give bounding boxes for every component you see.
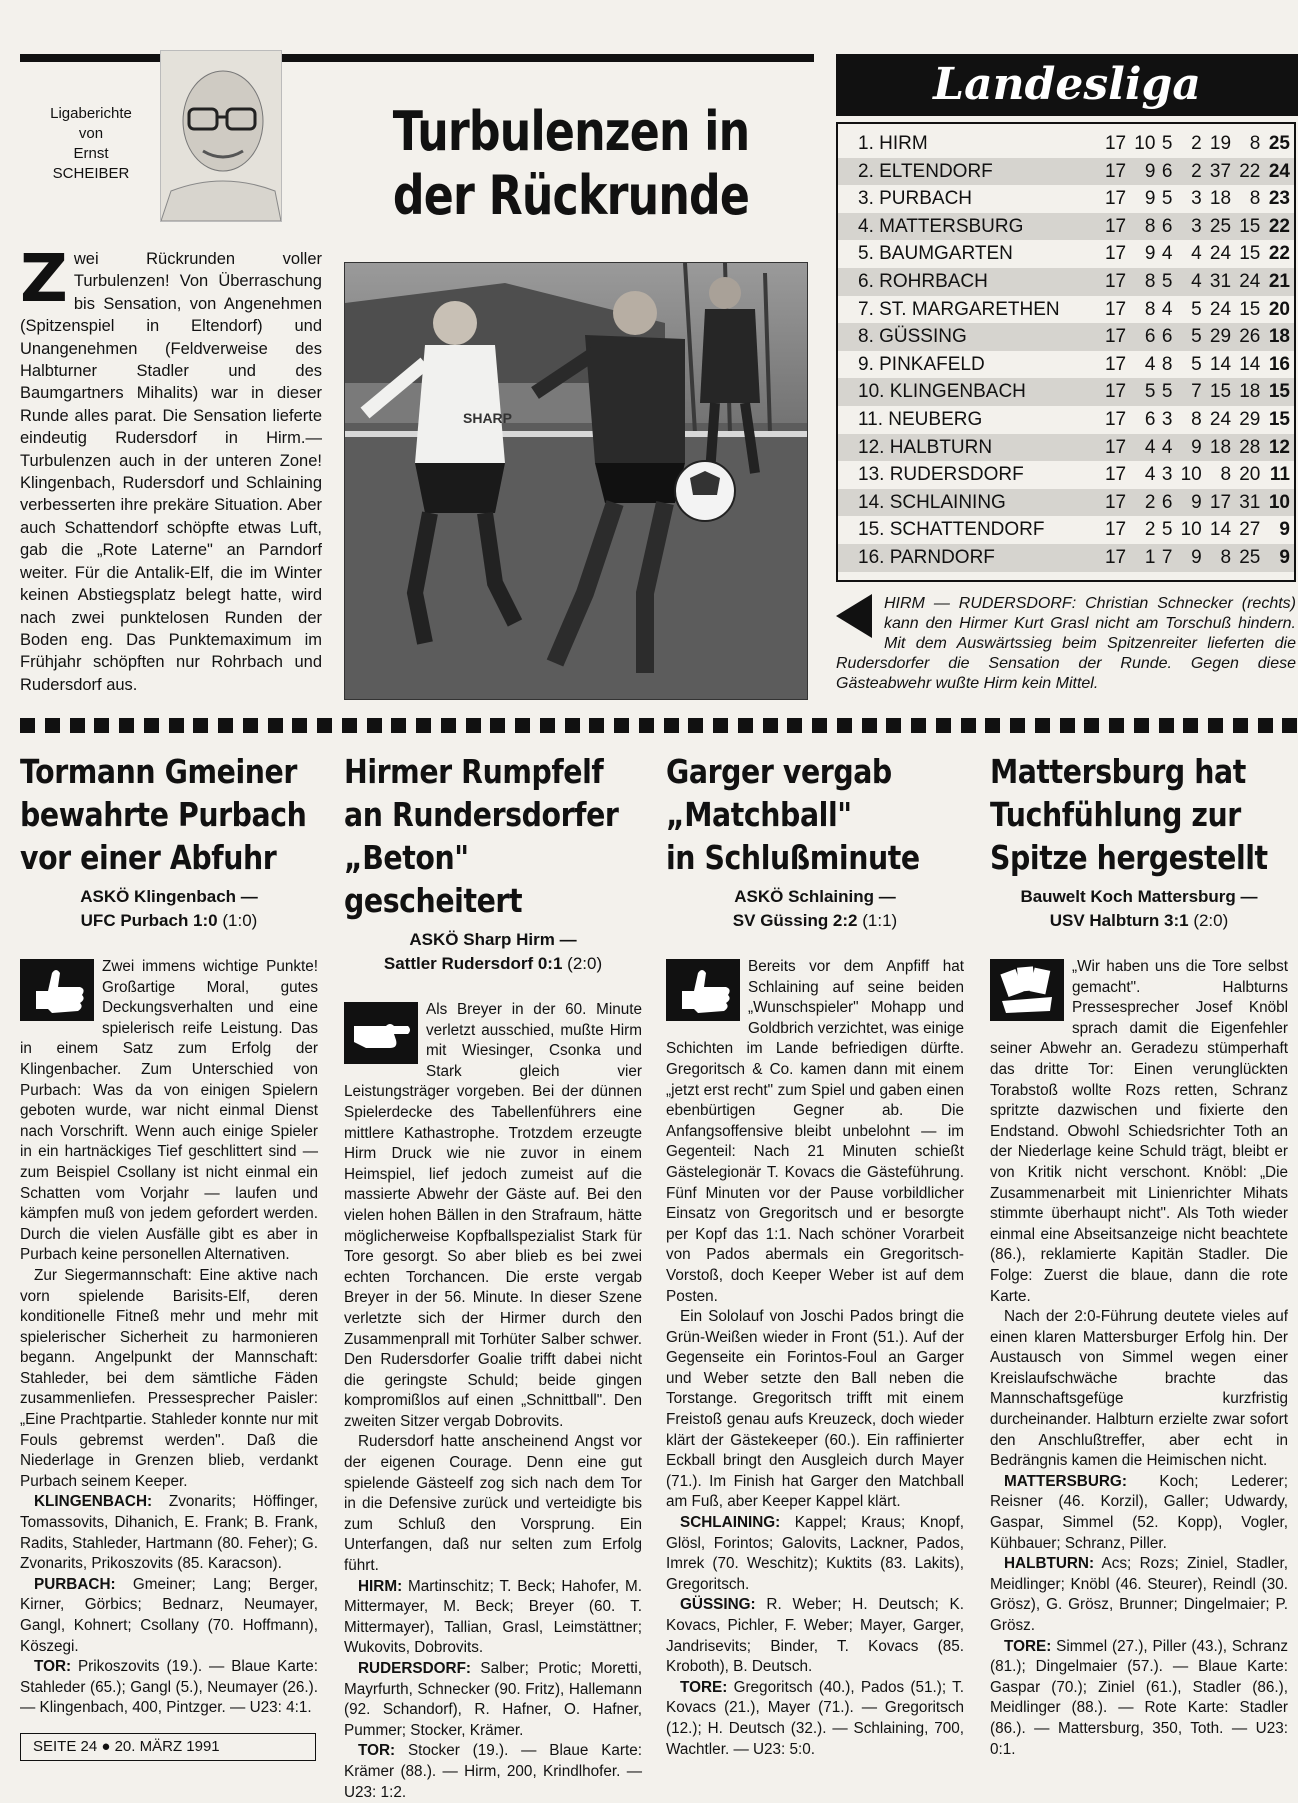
article-1-headline bbox=[20, 750, 312, 879]
standings-drawn: 4 bbox=[1161, 243, 1173, 265]
divider-square bbox=[490, 718, 505, 733]
standings-goals-against: 25 bbox=[1233, 544, 1262, 572]
standings-drawn: 6 bbox=[1157, 213, 1174, 241]
standings-points: 11 bbox=[1269, 464, 1290, 486]
standings-team: 2. ELTENDORF bbox=[838, 158, 1099, 186]
standings-row bbox=[838, 240, 1294, 268]
standings-played: 17 bbox=[1104, 464, 1127, 486]
standings-played: 17 bbox=[1099, 544, 1128, 572]
standings-row bbox=[838, 323, 1294, 351]
divider-square bbox=[565, 718, 580, 733]
standings-played: 17 bbox=[1104, 519, 1127, 541]
divider-square bbox=[169, 718, 184, 733]
standings-goals-against: 22 bbox=[1233, 158, 1262, 186]
article-2-match bbox=[344, 928, 642, 976]
standings-played: 17 bbox=[1099, 213, 1128, 241]
divider-square bbox=[688, 718, 703, 733]
standings-goals-for: 25 bbox=[1204, 213, 1233, 241]
standings-team: 7. ST. MARGARETHEN bbox=[858, 298, 1060, 320]
article-1-lineup-1: KLINGENBACH: Zvonarits; Höffinger, Tomassovits, Dihanich, E. Frank; B. Frank, Radits, Stahleder, Hartmann (80. Feher); G. Zvonarits, Prikoszovits (85. Karacson). bbox=[20, 1493, 319, 1573]
article-1-headline-line-1: Tormann Gmeiner bbox=[20, 752, 297, 791]
divider-square bbox=[936, 718, 951, 733]
article-2 bbox=[344, 750, 642, 1803]
standings-played: 17 bbox=[1099, 323, 1128, 351]
standings-row bbox=[838, 130, 1294, 158]
divider-square bbox=[119, 718, 134, 733]
standings-goals-against: 20 bbox=[1239, 464, 1261, 486]
pointing-hand-icon bbox=[344, 1002, 418, 1064]
article-2-headline-line-2: an Rundersdorfer bbox=[344, 795, 619, 834]
standings-goals-against: 18 bbox=[1233, 378, 1262, 406]
match-photo bbox=[344, 262, 808, 700]
author-portrait bbox=[160, 50, 282, 222]
standings-goals-against: 8 bbox=[1249, 133, 1261, 154]
standings-points: 9 bbox=[1279, 519, 1290, 541]
divider-square bbox=[515, 718, 530, 733]
standings-won: 4 bbox=[1128, 434, 1157, 462]
standings-won: 9 bbox=[1128, 158, 1157, 186]
article-3 bbox=[666, 750, 964, 1760]
standings-points: 15 bbox=[1262, 378, 1294, 406]
divider-square bbox=[787, 718, 802, 733]
standings-drawn: 5 bbox=[1161, 188, 1173, 210]
divider-square bbox=[70, 718, 85, 733]
standings-points: 10 bbox=[1262, 489, 1294, 517]
intro-text bbox=[20, 240, 322, 696]
standings-points: 21 bbox=[1262, 268, 1294, 296]
article-4-para-2: Nach der 2:0-Führung deutete vieles auf einen klaren Mattersburger Erfolg hin. Der Austausch von Simmel wegen einer Kreislaufschwäche brachte das Mannschaftsgefüge kurzfristig durcheinander. Halbturn erzielte zwar sofort den Anschlußtreffer, aber echt in Bedrängnis kamen die Heimischen nicht. bbox=[990, 1308, 1288, 1470]
article-1-headline-line-3: vor einer Abfuhr bbox=[20, 838, 277, 877]
standings-lost: 5 bbox=[1174, 323, 1203, 351]
standings-goals-for: 29 bbox=[1204, 323, 1233, 351]
standings-goals-for: 18 bbox=[1209, 188, 1232, 210]
standings-lost: 3 bbox=[1191, 188, 1202, 210]
standings-team: 15. SCHATTENDORF bbox=[858, 519, 1045, 541]
match-photo-svg bbox=[345, 263, 807, 699]
standings-points: 18 bbox=[1262, 323, 1294, 351]
standings-won: 8 bbox=[1144, 298, 1156, 320]
divider-square bbox=[1183, 718, 1198, 733]
divider-square bbox=[738, 718, 753, 733]
article-3-body bbox=[666, 957, 964, 1760]
standings-goals-against: 28 bbox=[1233, 434, 1262, 462]
standings-lost: 10 bbox=[1180, 519, 1202, 541]
standings-goals-for: 24 bbox=[1209, 298, 1232, 320]
divider-square bbox=[94, 718, 109, 733]
standings-goals-for: 18 bbox=[1204, 434, 1233, 462]
standings-row bbox=[838, 185, 1294, 213]
article-4-headline-line-3: Spitze hergestellt bbox=[990, 838, 1268, 877]
author-portrait-svg bbox=[161, 51, 281, 221]
byline bbox=[38, 104, 144, 184]
article-4-lineup-1: MATTERSBURG: Koch; Lederer; Reisner (46. Korzil), Galler; Udwardy, Gaspar, Simmel (52. Kopp), Vogler, Kühbauer; Schranz, Piller. bbox=[990, 1472, 1288, 1552]
standings-lost: 4 bbox=[1191, 243, 1202, 265]
article-4-result: USV Halbturn 3:1 bbox=[1049, 911, 1189, 930]
standings-row bbox=[838, 378, 1294, 406]
divider-square bbox=[614, 718, 629, 733]
article-3-para-2: Ein Sololauf von Joschi Pados bringt die Grün-Weißen wieder in Front (51.). Auf der Gegenseite ein Forintos-Foul an Garger und Weber setzte den Ball neben die Torstange. Gregoritsch trifft mit einem Freistoß genau aufs Kreuzeck, doch wieder klärt der Gästekeeper (60.). Ein raffinierter Eckball bringt den Ausgleich durch Mayer (71.). Im Finish hat Garger den Matchball am Fuß, aber Keeper Kappel klärt. bbox=[666, 1308, 964, 1511]
divider-square bbox=[20, 718, 35, 733]
divider-square bbox=[441, 718, 456, 733]
standings-team: 9. PINKAFELD bbox=[858, 353, 985, 375]
divider-square bbox=[837, 718, 852, 733]
article-1-match-line-1: ASKÖ Klingenbach — bbox=[80, 887, 258, 906]
article-4-para-1: „Wir haben uns die Tore selbst gemacht". Halbturns Pressesprecher Josef Knöbl sprach damit die Eigenfehler seiner Abwehr an. Geradezu stümperhaft das dritte Tor: Einen verunglückten Torabstoß wollte Rozs retten, Schranz spritzte dazwischen und fixierte den Endstand. Obwohl Schiedsrichter Toth an der Niederlage keine Schuld trägt, bleibt er von Kritik nicht verschont. Knöbl: „Die Zusammenarbeit mit Linienrichter Mihats stimmte überhaupt nicht". Als Toth wieder einmal eine Abseitsanzeige nicht beachtete (86.), reklamierte Kapitän Stadler. Die Folge: Zuerst die blaue, dann die rote Karte. bbox=[990, 958, 1288, 1305]
caption-indent bbox=[836, 594, 884, 636]
standings-drawn: 5 bbox=[1157, 378, 1174, 406]
article-2-headline bbox=[344, 750, 636, 922]
standings-goals-against: 27 bbox=[1239, 519, 1261, 541]
square-divider bbox=[20, 718, 1298, 733]
article-2-para-2: Rudersdorf hatte anscheinend Angst vor der eigenen Courage. Denn eine gut spielende Gästeelf zog sich nach dem Tor in die Defensive zurück und verteidigte bis zum Schluß den Vorsprung. Ein Unterfangen, daß nur selten zum Erfolg führt. bbox=[344, 1433, 642, 1575]
standings-won: 4 bbox=[1144, 353, 1156, 375]
article-1-lineup-3: TOR: Prikoszovits (19.). — Blaue Karte: Stahleder (65.); Gangl (5.), Neumayer (26.). — Klingenbach, 400, Pintzger. — U23: 4:1. bbox=[20, 1658, 318, 1717]
standings-lost: 9 bbox=[1174, 434, 1203, 462]
divider-square bbox=[218, 718, 233, 733]
divider-square bbox=[1159, 718, 1174, 733]
standings-played: 17 bbox=[1099, 434, 1128, 462]
article-4-headline-line-2: Tuchfühlung zur bbox=[990, 795, 1241, 834]
divider-square bbox=[664, 718, 679, 733]
article-1-para-1: Zwei immens wichtige Punkte! Großartige Moral, gutes Deckungsverhalten und eine spielerisch reife Leistung. Das in einem Satz zum Erfolg der Klingenbacher. Zum Unterschied von Purbach: Was da von einigen Spielern geboten wurde, war nicht einmal Dienst nach Vorschrift. Wenn auch einige Spieler in ein hartnäckiges Tief geschlittert sind — zum Beispiel Csollany ist nicht einmal ein Schatten vom Vorjahr — laufen und kämpfen muß von jedem gefordert werden. Durch die vielen Ausfälle gibt es aber in Purbach keine personellen Alternativen. bbox=[20, 958, 318, 1264]
standings-team: 11. NEUBERG bbox=[858, 408, 983, 430]
intro-dropcap: Z bbox=[20, 240, 68, 317]
standings-played: 17 bbox=[1104, 243, 1127, 265]
article-3-match bbox=[666, 885, 964, 933]
standings-goals-for: 8 bbox=[1204, 544, 1233, 572]
standings-drawn: 5 bbox=[1161, 133, 1173, 154]
standings-lost: 2 bbox=[1191, 133, 1202, 154]
standings-row bbox=[838, 268, 1294, 296]
standings-drawn: 8 bbox=[1161, 353, 1173, 375]
standings-lost: 5 bbox=[1191, 353, 1202, 375]
standings-points: 9 bbox=[1262, 544, 1294, 572]
photo-caption bbox=[836, 594, 1296, 694]
standings-team: 12. HALBTURN bbox=[838, 434, 1099, 462]
divider-square bbox=[862, 718, 877, 733]
byline-line-3: Ernst bbox=[73, 145, 109, 162]
standings-row bbox=[838, 158, 1294, 186]
article-1-headline-line-2: bewahrte Purbach bbox=[20, 795, 307, 834]
standings-row bbox=[838, 489, 1294, 517]
standings-played: 17 bbox=[1104, 133, 1127, 154]
standings-played: 17 bbox=[1099, 158, 1128, 186]
standings-played: 17 bbox=[1099, 489, 1128, 517]
byline-line-2: von bbox=[78, 125, 104, 142]
standings-goals-against: 8 bbox=[1249, 188, 1261, 210]
article-4-halftime: (2:0) bbox=[1193, 911, 1229, 930]
divider-square bbox=[1084, 718, 1099, 733]
standings-points: 23 bbox=[1268, 188, 1290, 210]
standings-table bbox=[838, 130, 1294, 572]
article-4-headline bbox=[990, 750, 1282, 879]
standings-won: 8 bbox=[1128, 268, 1157, 296]
article-3-lineup-2: GÜSSING: R. Weber; H. Deutsch; K. Kovacs, Pichler, F. Weber; Mayer, Garger, Jandrisevits; Binder, T. Kovacs (85. Kroboth), B. Deutsch. bbox=[666, 1596, 964, 1676]
standings-goals-for: 24 bbox=[1209, 408, 1232, 430]
standings-won: 4 bbox=[1144, 464, 1156, 486]
article-2-headline-line-1: Hirmer Rumpfelf bbox=[344, 752, 604, 791]
standings-drawn: 5 bbox=[1161, 519, 1173, 541]
article-3-match-line-1: ASKÖ Schlaining — bbox=[734, 887, 896, 906]
league-title: Landesliga bbox=[836, 54, 1298, 116]
article-3-halftime: (1:1) bbox=[862, 911, 898, 930]
standings-team: 8. GÜSSING bbox=[838, 323, 1099, 351]
standings-goals-for: 24 bbox=[1209, 243, 1232, 265]
main-headline bbox=[378, 100, 763, 228]
article-4-lineup-3: TORE: Simmel (27.), Piller (43.), Schranz (81.); Dingelmaier (57.). — Blaue Karte: Gaspar (70.); Ziniel (61.), Stadler (86.), Meidlinger (88.). — Rote Karte: Stadler (86.). — Mattersburg, 350, Toth. — U23: 0:1. bbox=[990, 1637, 1289, 1758]
standings-team: 1. HIRM bbox=[858, 133, 928, 154]
article-2-halftime: (2:0) bbox=[567, 954, 603, 973]
article-3-para-1: Bereits vor dem Anpfiff hat Schlaining auf seine beiden „Wunschspieler" Mohapp und Goldbrich verzichtet, was einige Schichten im Lande befriedigen dürfte. Gregoritsch & Co. kamen dann mit einem „jetzt erst recht" zum Spiel und gaben einen ebenbürtigen Gegner ab. Die Anfangsoffensive bleibt unbelohnt — im Gegenteil: Nach 21 Minuten schießt Gästelegionär T. Kovacs die Gästeführung. Fünf Minuten vor der Pause vorbildlicher Einsatz von Gregoritsch und er besorgte per Kopf das 1:1. Nach schöner Vorarbeit von Pados abermals ein Gregoritsch-Vorstoß, doch Keeper Weber ist auf dem Posten. bbox=[666, 958, 964, 1305]
standings-points: 15 bbox=[1268, 408, 1290, 430]
divider-square bbox=[1282, 718, 1297, 733]
standings-goals-for: 14 bbox=[1209, 353, 1232, 375]
standings-goals-for: 19 bbox=[1209, 133, 1232, 154]
standings-points: 22 bbox=[1268, 243, 1290, 265]
byline-line-4: SCHEIBER bbox=[52, 165, 130, 182]
standings-goals-against: 31 bbox=[1233, 489, 1262, 517]
standings-drawn: 4 bbox=[1161, 298, 1173, 320]
divider-square bbox=[317, 718, 332, 733]
standings-team: 13. RUDERSDORF bbox=[858, 464, 1024, 486]
divider-square bbox=[193, 718, 208, 733]
divider-square bbox=[961, 718, 976, 733]
divider-square bbox=[985, 718, 1000, 733]
thumbs-up-icon bbox=[666, 959, 740, 1021]
standings-points: 12 bbox=[1262, 434, 1294, 462]
standings-row bbox=[838, 461, 1294, 489]
article-2-result: Sattler Rudersdorf 0:1 bbox=[383, 954, 563, 973]
photo-caption-text: HIRM — RUDERSDORF: Christian Schnecker (rechts) kann den Hirmer Kurt Grasl nicht am Torschuß hindern. Mit dem Auswärtssieg beim Spitzenreiter lieferten die Rudersdorfer die Sensation der Runde. Gegen diese Gästeabwehr wußte Hirm kein Mittel. bbox=[836, 595, 1296, 692]
standings-played: 17 bbox=[1099, 378, 1128, 406]
standings-lost: 7 bbox=[1174, 378, 1203, 406]
standings-drawn: 7 bbox=[1157, 544, 1174, 572]
article-1-match bbox=[20, 885, 318, 933]
article-4-headline-line-1: Mattersburg hat bbox=[990, 752, 1246, 791]
main-headline-line-2: der Rückrunde bbox=[392, 164, 750, 227]
standings-won: 9 bbox=[1144, 188, 1156, 210]
standings-team: 14. SCHLAINING bbox=[838, 489, 1099, 517]
top-rule-left bbox=[20, 54, 160, 62]
divider-square bbox=[1109, 718, 1124, 733]
standings-drawn: 6 bbox=[1157, 158, 1174, 186]
thumbs-up-icon bbox=[20, 959, 94, 1021]
standings-panel bbox=[836, 122, 1296, 582]
standings-team: 10. KLINGENBACH bbox=[838, 378, 1099, 406]
article-2-lineup-1: HIRM: Martinschitz; T. Beck; Hahofer, M. Mittermayer, M. Beck; Breyer (60. T. Mittermayer), Tallian, Grasl, Leimstättner; Wukovits, Dobrovits. bbox=[344, 1577, 642, 1657]
standings-won: 9 bbox=[1144, 243, 1156, 265]
shirt-text: SHARP bbox=[463, 410, 513, 426]
standings-points: 22 bbox=[1262, 213, 1294, 241]
divider-square bbox=[1010, 718, 1025, 733]
standings-lost: 2 bbox=[1174, 158, 1203, 186]
divider-square bbox=[763, 718, 778, 733]
standings-team: 4. MATTERSBURG bbox=[838, 213, 1099, 241]
divider-square bbox=[466, 718, 481, 733]
article-2-match-line-1: ASKÖ Sharp Hirm — bbox=[409, 930, 577, 949]
cards-hand-icon bbox=[990, 959, 1064, 1021]
article-3-lineup-1: SCHLAINING: Kappel; Kraus; Knopf, Glösl, Forintos; Galovits, Lackner, Pados, Imrek (70. Weschitz); Kuktits (83. Lakits), Gregoritsch. bbox=[666, 1514, 964, 1593]
divider-square bbox=[342, 718, 357, 733]
standings-goals-against: 15 bbox=[1239, 243, 1261, 265]
divider-square bbox=[391, 718, 406, 733]
divider-square bbox=[268, 718, 283, 733]
intro-body: wei Rückrunden voller Turbulenzen! Von Überraschung bis Sensation, von Angenehmen (Spitzenspiel in Eltendorf) und Unangenehmen (Feldverweise des Halbturner Stadler und des Baumgartners Mihalits) war in dieser Runde alles parat. Die Sensation lieferte eindeutig Rudersdorf in Hirm.— Turbulenzen auch in der unteren Zone! Klingenbach, Rudersdorf und Schlaining verbesserten ihre prekäre Situation. Aber auch Schattendorf schöpfte etwas Luft, gab die „Rote Laterne" an Parndorf weiter. Für die Antalik-Elf, die im Winter keinen Abstiegsplatz belegt hatte, wird nach zwei punktelosen Runden der Boden eng. Das Punktemaximum im Frühjahr schöpften nur Rohrbach und Rudersdorf aus. bbox=[20, 250, 322, 694]
standings-drawn: 4 bbox=[1157, 434, 1174, 462]
standings-goals-against: 26 bbox=[1233, 323, 1262, 351]
standings-goals-against: 14 bbox=[1239, 353, 1261, 375]
top-rule-right bbox=[256, 54, 814, 62]
article-2-para-1: Als Breyer in der 60. Minute verletzt ausschied, mußte Hirm mit Wiesinger, Csonka und Stark gleich vier Leistungsträger vorgeben. Bei der dünnen Spielerdecke des Tabellenführers eine mittlere Kathastrophe. Trotzdem erzeugte Hirm Druck wie nie zuvor in einem Heimspiel, lief jedoch zumeist auf die massierte Abwehr der Gäste auf. Bei den vielen hohen Bällen in den Strafraum, hätte möglicherweise Kopfballspezialist Stark für Tore gesorgt. So aber blieb es bei zwei echten Torchancen. Die erste vergab Breyer in der 56. Minute. In dieser Szene verletzte sich der Hirmer durch den Zusammenprall mit Torhüter Salber schwer. Den Rudersdorfer Goalie trifft dabei nicht die geringste Schuld; beide gingen kompromißlos auf einen „Schnittball". Den zweiten Sitzer vergab Dobrovits. bbox=[344, 1001, 642, 1430]
standings-won: 2 bbox=[1144, 519, 1156, 541]
standings-row bbox=[838, 544, 1294, 572]
article-4-body bbox=[990, 957, 1288, 1760]
standings-lost: 4 bbox=[1174, 268, 1203, 296]
article-4-match bbox=[990, 885, 1288, 933]
article-4-lineup-2: HALBTURN: Acs; Rozs; Ziniel, Stadler, Meidlinger; Knöbl (46. Steurer), Reindl (30. Grösz), G. Grösz, Brunner; Dingelmaier; P. Grösz. bbox=[990, 1555, 1289, 1634]
divider-square bbox=[589, 718, 604, 733]
article-1-result: UFC Purbach 1:0 bbox=[80, 911, 218, 930]
article-4 bbox=[990, 750, 1288, 1760]
divider-square bbox=[1035, 718, 1050, 733]
divider-square bbox=[243, 718, 258, 733]
article-4-match-line-1: Bauwelt Koch Mattersburg — bbox=[1020, 887, 1258, 906]
divider-square bbox=[45, 718, 60, 733]
divider-square bbox=[367, 718, 382, 733]
standings-lost: 9 bbox=[1174, 544, 1203, 572]
standings-played: 17 bbox=[1104, 408, 1127, 430]
divider-square bbox=[1258, 718, 1273, 733]
main-headline-line-1: Turbulenzen in bbox=[392, 100, 750, 163]
standings-drawn: 3 bbox=[1161, 464, 1173, 486]
article-1-para-2: Zur Siegermannschaft: Eine aktive nach vorn spielende Barisits-Elf, deren konditionelle Fitneß mehr und mehr mit spielerischer Sicherheit zu harmonieren begann. Angelpunkt der Mannschaft: Stahleder, bei dem sämtliche Fäden zusammenliefen. Pressesprecher Paisler: „Eine Prachtpartie. Stahleder konnte nur mit Fouls gebremst werden". Daß die Niederlage in Grenzen blieb, verdankt Purbach seinem Keeper. bbox=[20, 1266, 318, 1490]
divider-square bbox=[540, 718, 555, 733]
standings-team: 16. PARNDORF bbox=[838, 544, 1099, 572]
standings-row bbox=[838, 213, 1294, 241]
standings-row bbox=[838, 434, 1294, 462]
divider-square bbox=[639, 718, 654, 733]
article-2-lineup-3: TOR: Stocker (19.). — Blaue Karte: Krämer (88.). — Hirm, 200, Krindlhofer. — U23: 1:2. bbox=[344, 1742, 643, 1801]
standings-goals-for: 17 bbox=[1204, 489, 1233, 517]
standings-goals-against: 15 bbox=[1239, 298, 1261, 320]
standings-goals-for: 37 bbox=[1204, 158, 1233, 186]
standings-points: 24 bbox=[1262, 158, 1294, 186]
divider-square bbox=[292, 718, 307, 733]
article-3-headline-line-3: in Schlußminute bbox=[666, 838, 920, 877]
standings-played: 17 bbox=[1104, 188, 1127, 210]
divider-square bbox=[144, 718, 159, 733]
standings-points: 25 bbox=[1268, 133, 1290, 154]
article-1-body bbox=[20, 957, 318, 1719]
article-2-body bbox=[344, 1000, 642, 1803]
page-footer: SEITE 24 ● 20. MÄRZ 1991 bbox=[20, 1733, 316, 1761]
standings-won: 6 bbox=[1128, 323, 1157, 351]
standings-team: 5. BAUMGARTEN bbox=[858, 243, 1013, 265]
standings-row bbox=[838, 406, 1294, 434]
standings-lost: 5 bbox=[1191, 298, 1202, 320]
divider-square bbox=[416, 718, 431, 733]
divider-square bbox=[886, 718, 901, 733]
divider-square bbox=[1233, 718, 1248, 733]
standings-drawn: 5 bbox=[1157, 268, 1174, 296]
standings-goals-against: 24 bbox=[1233, 268, 1262, 296]
standings-goals-for: 14 bbox=[1209, 519, 1232, 541]
standings-drawn: 3 bbox=[1161, 408, 1173, 430]
standings-won: 6 bbox=[1144, 408, 1156, 430]
divider-square bbox=[1134, 718, 1149, 733]
standings-row bbox=[838, 296, 1294, 324]
standings-points: 16 bbox=[1268, 353, 1290, 375]
standings-won: 8 bbox=[1128, 213, 1157, 241]
standings-won: 1 bbox=[1128, 544, 1157, 572]
standings-goals-against: 29 bbox=[1239, 408, 1261, 430]
article-3-lineup-3: TORE: Gregoritsch (40.), Pados (51.); T. Kovacs (21.), Mayer (71.). — Gregoritsch (12.); H. Deutsch (32.). — Schlaining, 700, Wachtler. — U23: 5:0. bbox=[666, 1678, 964, 1758]
standings-lost: 9 bbox=[1174, 489, 1203, 517]
standings-played: 17 bbox=[1099, 268, 1128, 296]
divider-square bbox=[911, 718, 926, 733]
standings-goals-for: 8 bbox=[1220, 464, 1232, 486]
standings-won: 10 bbox=[1134, 133, 1156, 154]
divider-square bbox=[1060, 718, 1075, 733]
standings-played: 17 bbox=[1104, 298, 1127, 320]
standings-drawn: 6 bbox=[1157, 489, 1174, 517]
standings-row bbox=[838, 351, 1294, 379]
standings-lost: 8 bbox=[1191, 408, 1202, 430]
standings-goals-for: 31 bbox=[1204, 268, 1233, 296]
article-2-headline-line-3: „Beton" gescheitert bbox=[344, 838, 523, 920]
standings-drawn: 6 bbox=[1157, 323, 1174, 351]
article-3-headline-line-2: „Matchball" bbox=[666, 795, 852, 834]
article-2-lineup-2: RUDERSDORF: Salber; Protic; Moretti, Mayrfurth, Schnecker (90. Fritz), Hallemann (92. Schandorf), R. Hafner, O. Hafner, Pummer; Stocker, Krämer. bbox=[344, 1660, 643, 1739]
standings-team: 6. ROHRBACH bbox=[838, 268, 1099, 296]
divider-square bbox=[812, 718, 827, 733]
divider-square bbox=[713, 718, 728, 733]
standings-goals-for: 15 bbox=[1204, 378, 1233, 406]
article-1-halftime: (1:0) bbox=[222, 911, 258, 930]
standings-goals-against: 15 bbox=[1233, 213, 1262, 241]
article-3-headline bbox=[666, 750, 958, 879]
article-1 bbox=[20, 750, 318, 1761]
divider-square bbox=[1208, 718, 1223, 733]
article-3-result: SV Güssing 2:2 bbox=[732, 911, 858, 930]
standings-won: 5 bbox=[1128, 378, 1157, 406]
standings-row bbox=[838, 516, 1294, 544]
standings-played: 17 bbox=[1104, 353, 1127, 375]
article-3-headline-line-1: Garger vergab bbox=[666, 752, 892, 791]
article-1-lineup-2: PURBACH: Gmeiner; Lang; Berger, Kirner, Görbics; Bednarz, Neumayer, Gangl, Kohnert; Csollany (70. Hoffmann), Köszegi. bbox=[20, 1575, 318, 1655]
standings-won: 2 bbox=[1128, 489, 1157, 517]
standings-points: 20 bbox=[1268, 298, 1290, 320]
standings-lost: 10 bbox=[1180, 464, 1202, 486]
standings-team: 3. PURBACH bbox=[858, 188, 973, 210]
standings-lost: 3 bbox=[1174, 213, 1203, 241]
byline-line-1: Ligaberichte bbox=[50, 105, 132, 122]
